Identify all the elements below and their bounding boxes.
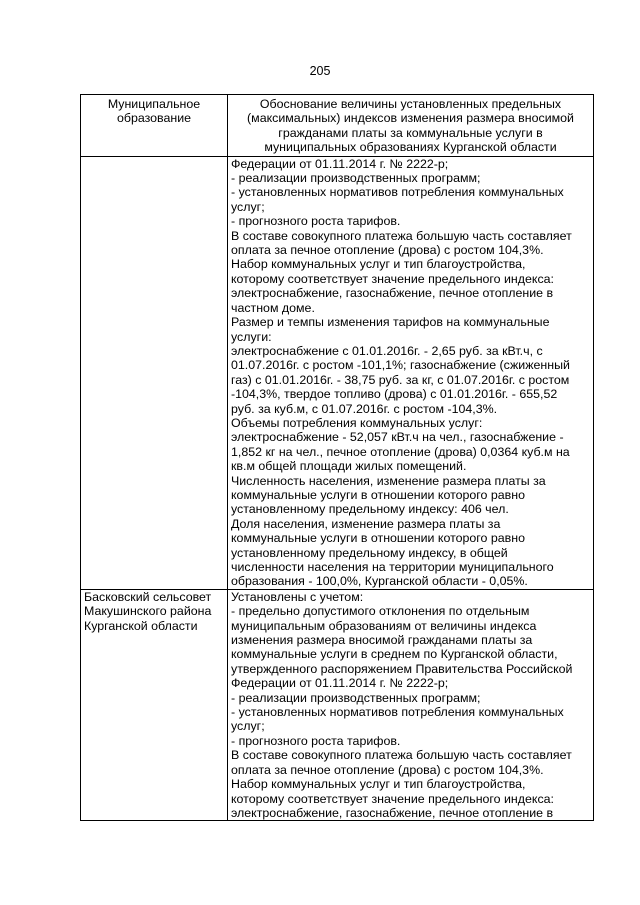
municipality-cell: [81, 589, 228, 821]
table-header-row: [81, 95, 594, 157]
justification-line: численности населения на территории муниципального: [231, 560, 554, 574]
justification-line: утвержденного распоряжением Правительства Российской: [231, 661, 573, 676]
municipality-line: Басковский сельсовет: [84, 589, 212, 604]
justification-line: 1,852 кг на чел., печное отопление (дрова) 0,0364 куб.м на: [231, 444, 570, 459]
justification-line: - реализации производственных программ;: [231, 171, 481, 186]
justification-line: 01.07.2016г. с ростом -101,1%; газоснабжение (сжиженный: [231, 358, 570, 373]
justification-line: Набор коммунальных услуг и тип благоустройства,: [231, 777, 526, 792]
justification-line: - прогнозного роста тарифов.: [231, 733, 401, 748]
justification-line: Федерации от 01.11.2014 г. № 2222-р;: [231, 156, 449, 171]
justification-line: которому соответствует значение предельного индекса:: [231, 791, 554, 806]
page-number: 205: [309, 64, 331, 78]
header-line: муниципальных образованиях Курганской области: [264, 140, 557, 155]
justification-line: Объемы потребления коммунальных услуг:: [231, 415, 483, 430]
justification-line: - реализации производственных программ;: [231, 690, 481, 705]
justification-line: кв.м общей площади жилых помещений.: [231, 459, 467, 474]
justification-line: В составе совокупного платежа большую часть составляет: [231, 228, 572, 243]
header-line: (максимальных) индексов изменения размера вносимой: [247, 111, 574, 126]
municipality-cell: [81, 156, 228, 589]
justification-line: коммунальные услуги в отношении которого равно: [231, 487, 525, 502]
justification-line: руб. за куб.м, с 01.07.2016г. с ростом -104,3%.: [231, 401, 498, 416]
justification-line: - установленных нормативов потребления коммунальных: [231, 705, 564, 720]
municipality-line: Макушинского района: [84, 604, 212, 619]
justification-line: Размер и темпы изменения тарифов на коммунальные: [231, 315, 550, 330]
header-municipality: [81, 95, 228, 157]
justification-line: газ) с 01.01.2016г. - 38,75 руб. за кг, с 01.07.2016г. с ростом: [231, 372, 570, 387]
justification-line: электроснабжение, газоснабжение, печное отопление в: [231, 805, 554, 820]
justification-line: установленному предельному индексу, в общей: [231, 545, 508, 560]
justification-line: услуги:: [231, 329, 272, 344]
justification-line: электроснабжение, газоснабжение, печное отопление в: [231, 286, 554, 301]
justification-line: - прогнозного роста тарифов.: [231, 214, 401, 229]
justification-line: Федерации от 01.11.2014 г. № 2222-р;: [231, 676, 449, 691]
header-line: гражданами платы за коммунальные услуги в: [278, 125, 543, 140]
justification-line: -104,3%, твердое топливо (дрова) с 01.01.2016г. - 655,52: [231, 387, 558, 402]
justification-line: Набор коммунальных услуг и тип благоустройства,: [231, 257, 526, 272]
justification-line: изменения размера вносимой гражданами платы за: [231, 633, 533, 648]
table-row: [81, 589, 594, 821]
justification-cell: [228, 589, 594, 821]
municipality-line: Курганской области: [84, 618, 198, 633]
justification-line: оплата за печное отопление (дрова) с ростом 104,3%.: [231, 762, 544, 777]
justification-line: электроснабжение с 01.01.2016г. - 2,65 руб. за кВт.ч, с: [231, 343, 543, 358]
justification-line: которому соответствует значение предельного индекса:: [231, 271, 554, 286]
justification-line: коммунальные услуги в отношении которого равно: [231, 531, 525, 546]
header-justification: [228, 95, 594, 157]
justification-line: В составе совокупного платежа большую часть составляет: [231, 748, 572, 763]
justification-line: коммунальные услуги в среднем по Курганской области,: [231, 647, 558, 662]
justification-line: электроснабжение - 52,057 кВт.ч на чел., газоснабжение -: [231, 430, 564, 445]
justification-line: муниципальным образованиям от величины индекса: [231, 618, 537, 633]
justification-line: оплата за печное отопление (дрова) с ростом 104,3%.: [231, 243, 544, 258]
justification-line: частном доме.: [231, 300, 315, 315]
index-justification-table: [80, 94, 594, 821]
header-line: Муниципальное: [107, 97, 201, 111]
justification-line: услуг;: [231, 719, 265, 734]
justification-line: установленному предельному индексу: 406 чел.: [231, 502, 509, 517]
table-row: [81, 156, 594, 589]
justification-line: - установленных нормативов потребления коммунальных: [231, 185, 564, 200]
justification-line: Численность населения, изменение размера платы за: [231, 473, 546, 488]
justification-line: Установлены с учетом:: [231, 589, 364, 604]
justification-cell: [228, 156, 594, 589]
justification-line: образования - 100,0%, Курганской области - 0,05%.: [231, 574, 528, 589]
header-line: образование: [116, 111, 192, 126]
justification-line: - предельно допустимого отклонения по отдельным: [231, 604, 530, 619]
justification-line: Доля населения, изменение размера платы за: [231, 516, 501, 531]
justification-line: услуг;: [231, 199, 265, 214]
header-line: Обоснование величины установленных предельных: [259, 97, 562, 111]
